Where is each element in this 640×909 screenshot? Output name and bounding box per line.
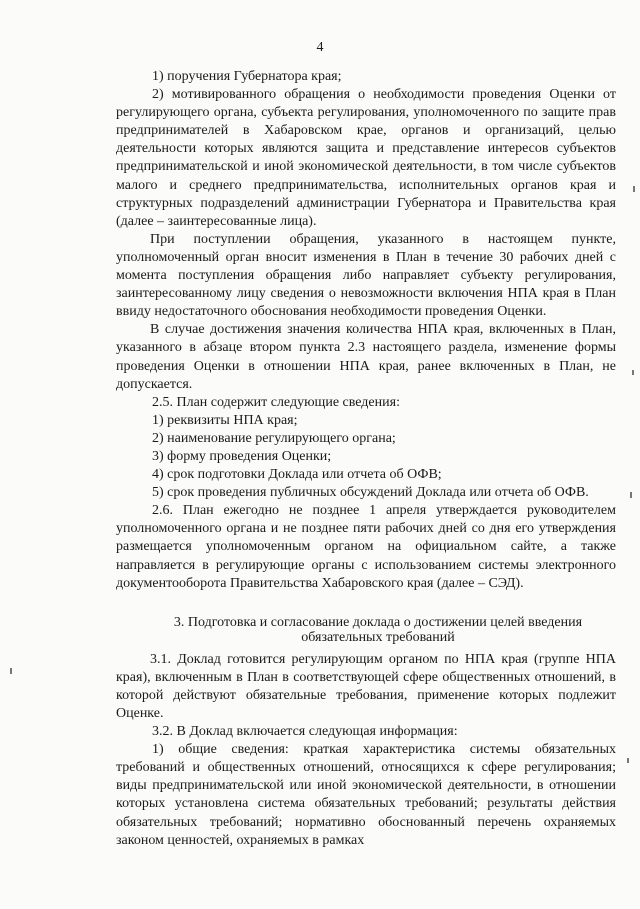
list-item: 4) срок подготовки Доклада или отчета об ОФВ; (152, 467, 442, 483)
scan-mark (630, 492, 632, 498)
paragraph: 1) общие сведения: краткая характеристика системы обязательных требований и общественных отношений, относящихся к сфере регулирования; виды предпринимательской или иной экономической деятельности, в отношении которых установлена система обязательных требований; результаты действия обязательных требований; нормативно обоснованный перечень охраняемых законом ценностей, охраняемых в рамках (116, 742, 616, 848)
scan-mark (627, 758, 629, 763)
list-item: 5) срок проведения публичных обсуждений Доклада или отчета об ОФВ. (152, 485, 589, 501)
list-item: 3) форму проведения Оценки; (152, 448, 332, 464)
paragraph: 1) поручения Губернатора края; (152, 69, 342, 84)
paragraph: 3.1. Доклад готовится регулирующим органом по НПА края (группе НПА края), включенным в План в соответствующей сфере общественных отношений, в которой действуют обязательные требования, применение которых подлежит Оценке. (116, 651, 616, 721)
list-item: 2) наименование регулирующего органа; (152, 430, 396, 446)
section-heading: 3. Подготовка и согласование доклада о достижении целей введения обязательных требований (173, 614, 583, 645)
paragraph: 2.6. План ежегодно не позднее 1 апреля утверждается руководителем уполномоченного органа и не позднее пяти рабочих дней со дня его утверждения размещается уполномоченным органом на официальном сайте, а также направляется в регулирующие органы с использованием системы электронного документооборота Правительства Хабаровского края (далее – СЭД). (116, 503, 616, 591)
paragraph: 3.2. В Доклад включается следующая информация: (152, 724, 458, 740)
scan-mark (633, 186, 635, 192)
list-item: 1) реквизиты НПА края; (152, 412, 298, 428)
paragraph: В случае достижения значения количества НПА края, включенных в План, указанного в абзаце втором пункта 2.3 настоящего раздела, изменение формы проведения Оценки в отношении НПА края, ранее включенных в План, не допускается. (116, 322, 616, 392)
paragraph: При поступлении обращения, указанного в настоящем пункте, уполномоченный орган вносит изменения в План в течение 30 рабочих дней с момента поступления обращения либо направляет субъекту регулирования, заинтересованному лицу сведения о невозможности включения НПА края в План ввиду недостаточного обоснования необходимости проведения Оценки. (116, 231, 616, 320)
scan-mark (10, 668, 12, 674)
paragraph: 2) мотивированного обращения о необходимости проведения Оценки от регулирующего органа, субъекта регулирования, уполномоченного по защите прав предпринимателей в Хабаровском крае, органов и организаций, целью деятельности которых являются защита и представление интересов субъектов предпринимательской и иной экономической деятельности, в том числе субъектов малого и среднего предпринимательства, исполнительных органов края и структурных подразделений администрации Губернатора и Правительства края (далее – заинтересованные лица). (116, 87, 616, 229)
document-body (116, 68, 616, 850)
page-number: 4 (316, 40, 324, 55)
scan-mark (632, 370, 634, 375)
paragraph: 2.5. План содержит следующие сведения: (152, 394, 400, 410)
